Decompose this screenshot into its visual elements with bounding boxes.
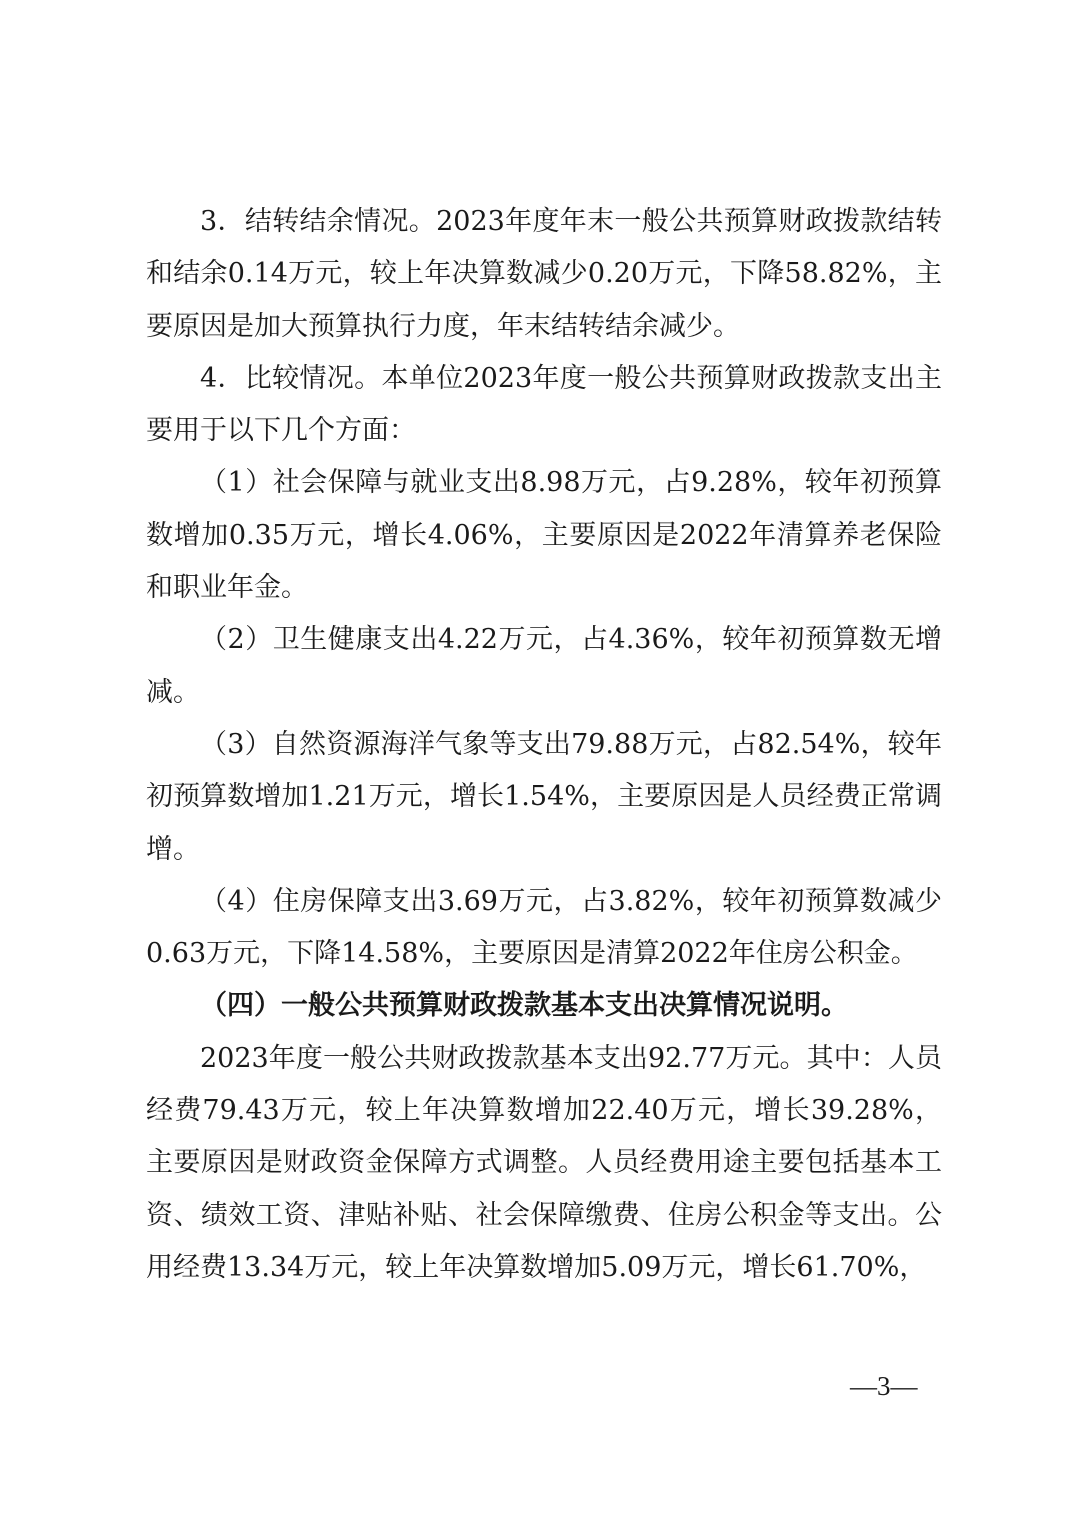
paragraph-carryover-balance: 3．结转结余情况。2023年度年末一般公共预算财政拨款结转和结余0.14万元，较上年决算数减少0.20万元，下降58.82%，主要原因是加大预算执行力度，年末结转结余减少。 (146, 206, 942, 342)
paragraph-basic-expenditure: 2023年度一般公共财政拨款基本支出92.77万元。其中：人员经费79.43万元，较上年决算数增加22.40万元，增长39.28%，主要原因是财政资金保障方式调整。人员经费用途主要包括基本工资、绩效工资、津贴补贴、社会保障缴费、住房公积金等支出。公用经费13.34万元，较上年决算数增加5.09万元，增长61.70%， (146, 1042, 942, 1283)
paragraph-social-security: （1）社会保障与就业支出8.98万元，占9.28%，较年初预算数增加0.35万元，增长4.06%，主要原因是2022年清算养老保险和职业年金。 (146, 467, 942, 604)
page-number: —3— (850, 1371, 918, 1401)
body-text (146, 196, 942, 1294)
paragraph-housing: （4）住房保障支出3.69万元，占3.82%，较年初预算数减少0.63万元，下降14.58%，主要原因是清算2022年住房公积金。 (146, 885, 942, 970)
paragraph-natural-resources: （3）自然资源海洋气象等支出79.88万元，占82.54%，较年初预算数增加1.21万元，增长1.54%，主要原因是人员经费正常调增。 (146, 728, 942, 865)
paragraph-health: （2）卫生健康支出4.22万元，占4.36%，较年初预算数无增减。 (146, 624, 942, 708)
section-heading-basic-expenditure: （四）一般公共预算财政拨款基本支出决算情况说明。 (200, 990, 848, 1022)
paragraph-comparison-intro: 4．比较情况。本单位2023年度一般公共预算财政拨款支出主要用于以下几个方面： (146, 362, 942, 447)
